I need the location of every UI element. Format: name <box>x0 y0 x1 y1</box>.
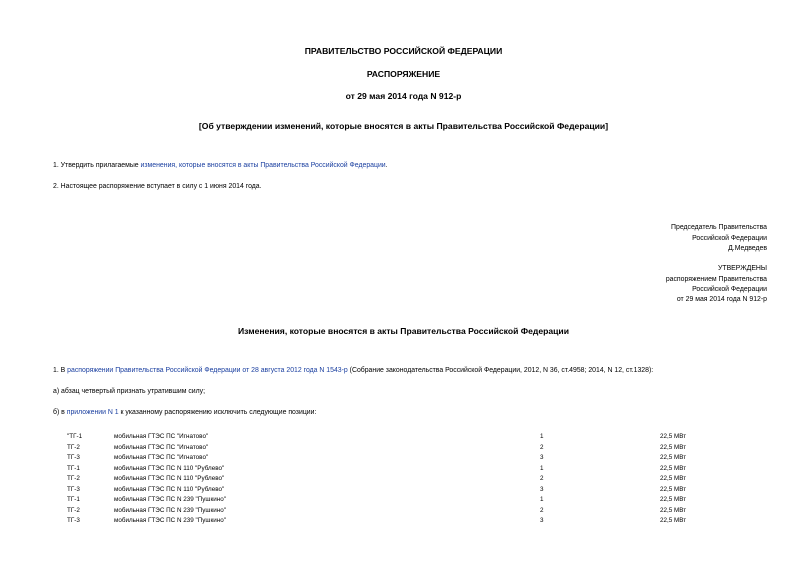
unit-code: ТГ-2 <box>67 444 80 451</box>
paragraph-2: 2. Настоящее распоряжение вступает в силу с 1 июня 2014 года. <box>53 183 262 190</box>
document-type-heading: РАСПОРЯЖЕНИЕ <box>366 69 441 79</box>
item-b-suffix: к указанному распоряжению исключить следующие позиции: <box>118 409 317 416</box>
unit-power: 22,5 МВт <box>660 454 687 461</box>
unit-name: мобильная ГТЭС ПС N 239 "Пушкино" <box>114 507 226 514</box>
unit-code: ТГ-1 <box>67 496 80 503</box>
unit-name: мобильная ГТЭС ПС N 110 "Рублево" <box>114 475 225 482</box>
document-date-number: от 29 мая 2014 года N 912-р <box>345 91 462 101</box>
item-1-prefix: 1. В <box>53 367 68 374</box>
unit-code: ТГ-3 <box>67 454 80 461</box>
unit-name: мобильная ГТЭС ПС N 239 "Пушкино" <box>114 517 226 524</box>
unit-power: 22,5 МВт <box>660 444 687 451</box>
unit-number: 1 <box>540 433 544 440</box>
unit-code: ТГ-1 <box>67 465 80 472</box>
approval-line-3: Российской Федерации <box>692 286 767 293</box>
unit-name: мобильная ГТЭС ПС "Игнатово" <box>114 433 209 440</box>
unit-number: 3 <box>540 454 544 461</box>
unit-number: 3 <box>540 517 544 524</box>
unit-name: мобильная ГТЭС ПС "Игнатово" <box>114 444 209 451</box>
table-row <box>0 475 807 486</box>
table-row <box>0 433 807 444</box>
approval-line-4: от 29 мая 2014 года N 912-р <box>676 296 767 303</box>
changes-title: Изменения, которые вносятся в акты Правительства Российской Федерации <box>237 326 569 336</box>
unit-name: мобильная ГТЭС ПС N 239 "Пушкино" <box>114 496 226 503</box>
paragraph-1 <box>53 162 388 169</box>
unit-number: 2 <box>540 444 544 451</box>
unit-number: 1 <box>540 465 544 472</box>
signature-org: Российской Федерации <box>692 235 767 242</box>
item-1-suffix: (Собрание законодательства Российской Федерации, 2012, N 36, ст.4958; 2014, N 12, ст.1328): <box>347 367 654 374</box>
paragraph-1-suffix: . <box>385 162 388 169</box>
unit-power: 22,5 МВт <box>660 507 687 514</box>
unit-number: 1 <box>540 496 544 503</box>
unit-number: 2 <box>540 475 544 482</box>
signature-name: Д.Медведев <box>728 245 767 252</box>
approval-heading: УТВЕРЖДЕНЫ <box>718 265 767 272</box>
changes-link[interactable]: изменения, которые вносятся в акты Правительства Российской Федерации <box>140 162 386 169</box>
unit-number: 3 <box>540 486 544 493</box>
table-row <box>0 454 807 465</box>
unit-name: мобильная ГТЭС ПС N 110 "Рублево" <box>114 486 225 493</box>
table-row <box>0 496 807 507</box>
table-row <box>0 517 807 528</box>
document-title: [Об утверждении изменений, которые вносятся в акты Правительства Российской Федерации] <box>198 121 609 131</box>
changes-item-b <box>53 409 316 416</box>
item-b-prefix: б) в <box>53 409 67 416</box>
unit-name: мобильная ГТЭС ПС "Игнатово" <box>114 454 209 461</box>
unit-number: 2 <box>540 507 544 514</box>
changes-item-a: а) абзац четвертый признать утратившим силу; <box>53 388 206 395</box>
unit-power: 22,5 МВт <box>660 496 687 503</box>
unit-code: ТГ-2 <box>67 507 80 514</box>
unit-power: 22,5 МВт <box>660 517 687 524</box>
signature-title: Председатель Правительства <box>671 224 767 231</box>
unit-name: мобильная ГТЭС ПС N 110 "Рублево" <box>114 465 225 472</box>
paragraph-1-prefix: 1. Утвердить прилагаемые <box>53 162 141 169</box>
unit-code: "ТГ-1 <box>67 433 83 440</box>
unit-code: ТГ-3 <box>67 486 80 493</box>
approval-line-2: распоряжением Правительства <box>665 276 767 283</box>
unit-code: ТГ-3 <box>67 517 80 524</box>
unit-power: 22,5 МВт <box>660 465 687 472</box>
decree-1543-link[interactable]: распоряжении Правительства Российской Федерации от 28 августа 2012 года N 1543-р <box>67 367 348 374</box>
unit-power: 22,5 МВт <box>660 475 687 482</box>
unit-power: 22,5 МВт <box>660 433 687 440</box>
changes-item-1 <box>53 367 653 374</box>
unit-code: ТГ-2 <box>67 475 80 482</box>
government-heading: ПРАВИТЕЛЬСТВО РОССИЙСКОЙ ФЕДЕРАЦИИ <box>304 46 503 56</box>
unit-power: 22,5 МВт <box>660 486 687 493</box>
appendix-1-link[interactable]: приложении N 1 <box>66 409 119 416</box>
